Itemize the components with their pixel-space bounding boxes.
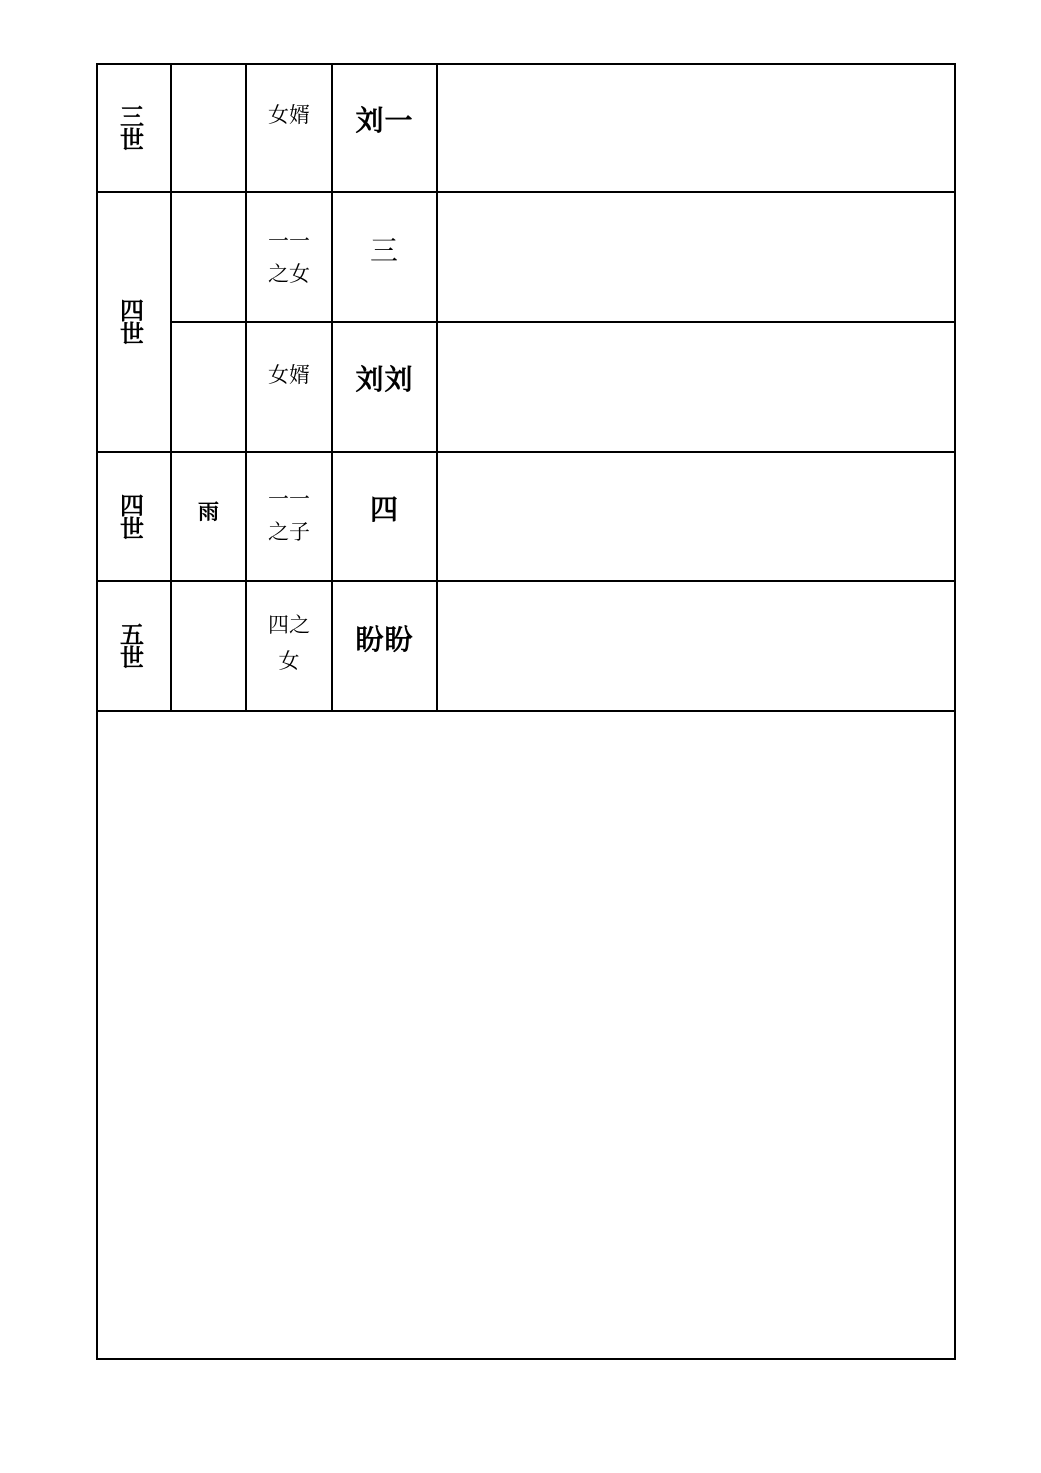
person-name-cell: 刘刘 bbox=[355, 363, 414, 396]
generation-cell: 四世 bbox=[120, 490, 144, 543]
relation-cell bbox=[247, 453, 331, 580]
relation-line: 之子 bbox=[268, 520, 310, 544]
notes-cell bbox=[438, 323, 954, 451]
blank-notes-area bbox=[98, 712, 954, 1358]
generation-cell: 三世 bbox=[120, 101, 144, 154]
relation-line: 女 bbox=[278, 649, 300, 673]
notes-cell bbox=[438, 193, 954, 321]
person-name-cell: 盼盼 bbox=[355, 623, 414, 656]
generation-cell: 五世 bbox=[120, 620, 144, 672]
generation-name-cell bbox=[172, 582, 245, 710]
generation-name-cell: 雨 bbox=[198, 498, 219, 524]
notes-cell bbox=[438, 64, 954, 191]
relation-cell bbox=[247, 582, 331, 710]
generation-name-cell bbox=[172, 193, 245, 321]
relation-cell bbox=[247, 193, 331, 321]
generation-name-cell bbox=[172, 323, 245, 451]
relation-text: 女婿 bbox=[268, 362, 310, 387]
relation-line: 一一 bbox=[268, 229, 310, 253]
person-name-cell: 刘一 bbox=[355, 104, 414, 137]
relation-line: 四之 bbox=[268, 613, 310, 637]
relation-cell bbox=[247, 64, 331, 167]
notes-cell bbox=[438, 453, 954, 580]
relation-text: 女婿 bbox=[268, 103, 310, 127]
relation-line: 一一 bbox=[268, 487, 310, 511]
relation-line: 之女 bbox=[268, 262, 310, 286]
notes-cell bbox=[438, 582, 954, 710]
person-name-cell: 四 bbox=[369, 493, 399, 526]
relation-cell bbox=[247, 323, 331, 427]
person-name-cell: 三 bbox=[369, 234, 399, 267]
generation-name-cell bbox=[172, 64, 245, 191]
generation-cell: 四世 bbox=[120, 296, 144, 348]
